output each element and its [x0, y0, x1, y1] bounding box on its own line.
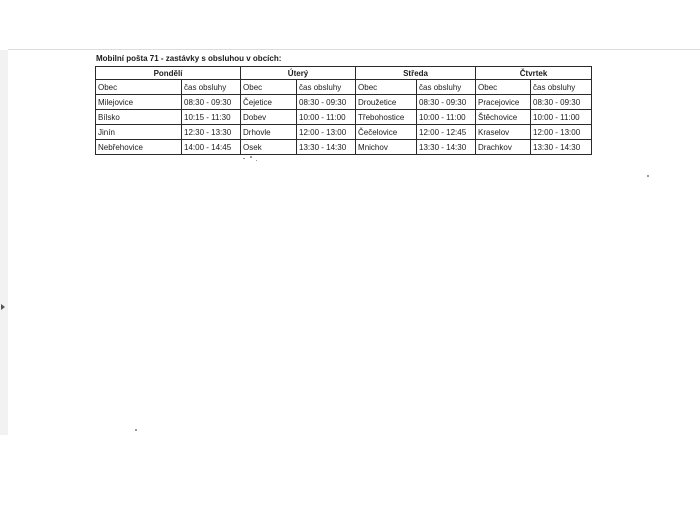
service-schedule-table: [95, 66, 592, 155]
table-row: [96, 110, 592, 125]
column-header-row: [96, 80, 592, 95]
village-cell: Droužetice: [356, 95, 417, 110]
day-header: Čtvrtek: [476, 67, 592, 80]
day-header: Pondělí: [96, 67, 241, 80]
scan-speck: [250, 156, 252, 158]
time-cell: 13:30 - 14:30: [417, 140, 476, 155]
village-cell: Čečelovice: [356, 125, 417, 140]
village-cell: Čejetice: [241, 95, 297, 110]
column-header-cas: čas obsluhy: [297, 80, 356, 95]
time-cell: 12:00 - 12:45: [417, 125, 476, 140]
village-cell: Mnichov: [356, 140, 417, 155]
time-cell: 08:30 - 09:30: [182, 95, 241, 110]
column-header-obec: Obec: [96, 80, 182, 95]
document-title: Mobilní pošta 71 - zastávky s obsluhou v obcích:: [96, 54, 282, 63]
village-cell: Pracejovice: [476, 95, 531, 110]
time-cell: 12:30 - 13:30: [182, 125, 241, 140]
column-header-obec: Obec: [356, 80, 417, 95]
column-header-obec: Obec: [241, 80, 297, 95]
village-cell: Drachkov: [476, 140, 531, 155]
time-cell: 14:00 - 14:45: [182, 140, 241, 155]
village-cell: Třebohostice: [356, 110, 417, 125]
village-cell: Bílsko: [96, 110, 182, 125]
village-cell: Štěchovice: [476, 110, 531, 125]
time-cell: 10:00 - 11:00: [297, 110, 356, 125]
time-cell: 08:30 - 09:30: [297, 95, 356, 110]
time-cell: 08:30 - 09:30: [417, 95, 476, 110]
column-header-cas: čas obsluhy: [531, 80, 592, 95]
scan-speck: [647, 175, 649, 177]
time-cell: 10:00 - 11:00: [531, 110, 592, 125]
scan-speck: [135, 429, 137, 431]
time-cell: 12:00 - 13:00: [531, 125, 592, 140]
village-cell: Milejovice: [96, 95, 182, 110]
column-header-cas: čas obsluhy: [417, 80, 476, 95]
day-header: Středa: [356, 67, 476, 80]
time-cell: 10:15 - 11:30: [182, 110, 241, 125]
time-cell: 13:30 - 14:30: [297, 140, 356, 155]
scan-speck: [256, 160, 257, 161]
table-row: [96, 125, 592, 140]
village-cell: Jinín: [96, 125, 182, 140]
column-header-cas: čas obsluhy: [182, 80, 241, 95]
day-header-row: [96, 67, 592, 80]
day-header: Úterý: [241, 67, 356, 80]
time-cell: 08:30 - 09:30: [531, 95, 592, 110]
scan-speck: [243, 158, 245, 159]
village-cell: Osek: [241, 140, 297, 155]
time-cell: 13:30 - 14:30: [531, 140, 592, 155]
village-cell: Kraselov: [476, 125, 531, 140]
time-cell: 12:00 - 13:00: [297, 125, 356, 140]
time-cell: 10:00 - 11:00: [417, 110, 476, 125]
village-cell: Drhovle: [241, 125, 297, 140]
table-row: [96, 140, 592, 155]
village-cell: Dobev: [241, 110, 297, 125]
village-cell: Nebřehovice: [96, 140, 182, 155]
table-row: [96, 95, 592, 110]
expand-arrow-icon[interactable]: [1, 304, 5, 310]
column-header-obec: Obec: [476, 80, 531, 95]
